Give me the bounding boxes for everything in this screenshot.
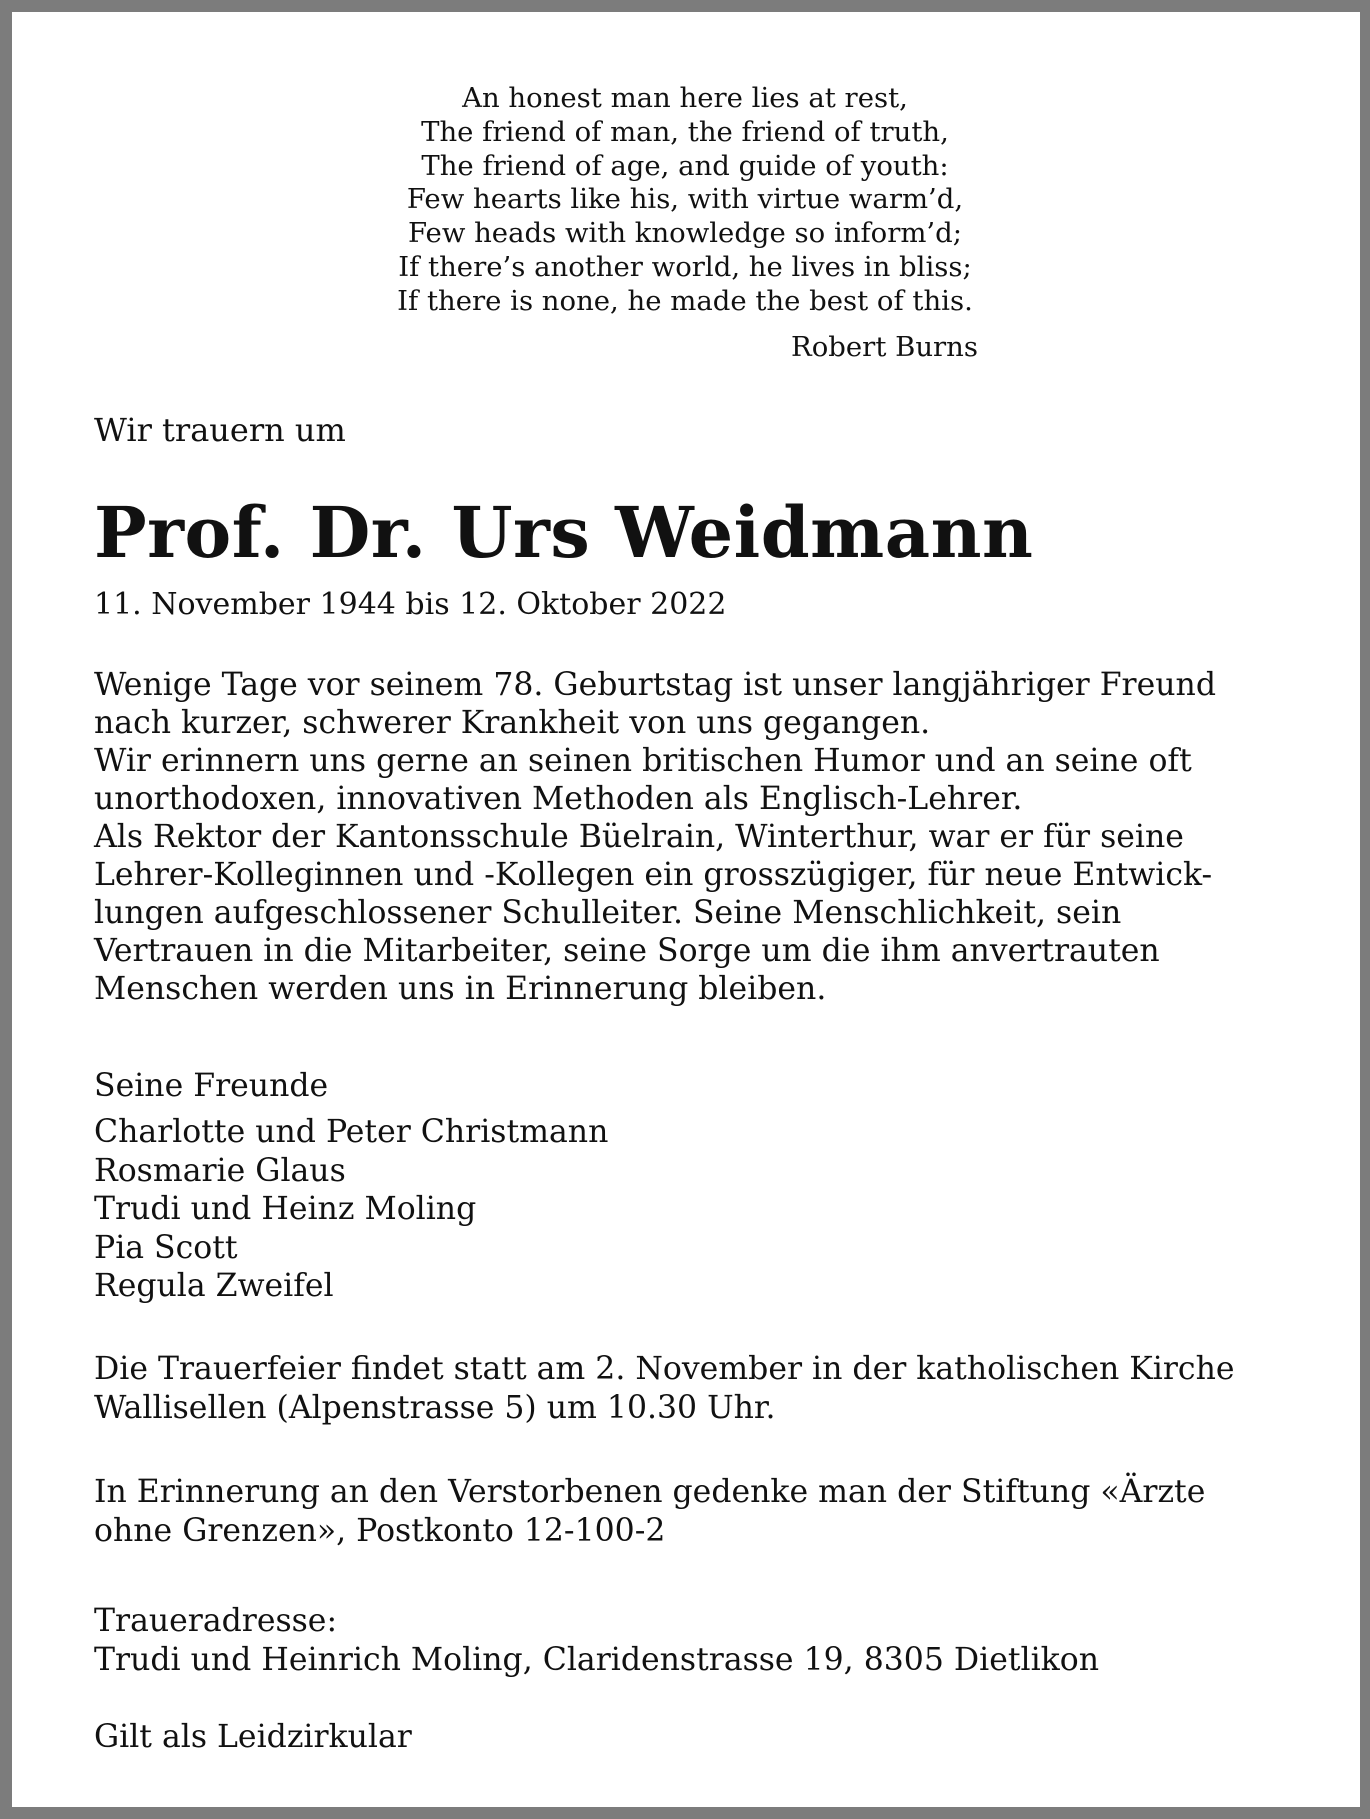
tribute-line: lungen aufgeschlossener Schulleiter. Seine Menschlichkeit, sein [94, 895, 1122, 931]
tribute-line: Vertrauen in die Mitarbeiter, seine Sorge um die ihm anvertrauten [94, 933, 1160, 969]
donation-line: ohne Grenzen», Postkonto 12-100-2 [94, 1512, 666, 1549]
friend-name: Trudi und Heinz Moling [94, 1191, 477, 1227]
friend-name: Rosmarie Glaus [94, 1152, 346, 1189]
circular-note: Gilt als Leidzirkular [94, 1719, 412, 1755]
address-label: Traueradresse: [94, 1603, 338, 1639]
ceremony-info [94, 1350, 1276, 1427]
tribute-line: Als Rektor der Kantonsschule Büelrain, Winterthur, war er für seine [94, 819, 1184, 855]
tribute-line: Wenige Tage vor seinem 78. Geburtstag ist unser langjähriger Freund [94, 667, 1216, 703]
tribute-line: Wir erinnern uns gerne an seinen britischen Humor und an seine oft [94, 743, 1192, 779]
poem-line: Few hearts like his, with virtue warm’d, [406, 183, 964, 216]
friend-name: Regula Zweifel [94, 1268, 334, 1304]
tribute-line: Lehrer-Kolleginnen und -Kollegen ein grosszügiger, für neue Entwick- [94, 857, 1213, 893]
friends-heading: Seine Freunde [94, 1068, 329, 1104]
poem-line: The friend of age, and guide of youth: [421, 149, 949, 182]
tribute-line: unorthodoxen, innovativen Methoden als Englisch-Lehrer. [94, 781, 1023, 817]
poem-line: An honest man here lies at rest, [462, 82, 908, 114]
poem-line: If there’s another world, he lives in bliss; [398, 250, 972, 283]
donation-info [94, 1473, 1276, 1550]
life-dates: 11. November 1944 bis 12. Oktober 2022 [94, 587, 727, 622]
mourning-intro: Wir trauern um [94, 411, 346, 449]
friend-name: Charlotte und Peter Christmann [94, 1114, 609, 1150]
donation-line: In Erinnerung an den Verstorbenen gedenke man der Stiftung «Ärzte [94, 1474, 1206, 1510]
poem [294, 82, 1076, 319]
ceremony-line: Die Trauerfeier findet statt am 2. November in der katholischen Kirche [94, 1351, 1235, 1387]
tribute-text [94, 666, 1276, 1008]
tribute-line: Menschen werden uns in Erinnerung bleiben. [94, 971, 827, 1007]
mourning-address: Trudi und Heinrich Moling, Claridenstrasse 19, 8305 Dietlikon [94, 1642, 1099, 1678]
friends-list [94, 1113, 608, 1306]
friend-name: Pia Scott [94, 1229, 238, 1266]
poem-line: Few heads with knowledge so inform’d; [407, 217, 963, 250]
ceremony-line: Wallisellen (Alpenstrasse 5) um 10.30 Uhr. [94, 1389, 776, 1426]
poem-line: If there is none, he made the best of this. [397, 284, 973, 317]
poem-author: Robert Burns [791, 331, 978, 363]
tribute-line: nach kurzer, schwerer Krankheit von uns gegangen. [94, 705, 931, 741]
deceased-name: Prof. Dr. Urs Weidmann [94, 491, 1034, 574]
poem-line: The friend of man, the friend of truth, [421, 115, 949, 148]
